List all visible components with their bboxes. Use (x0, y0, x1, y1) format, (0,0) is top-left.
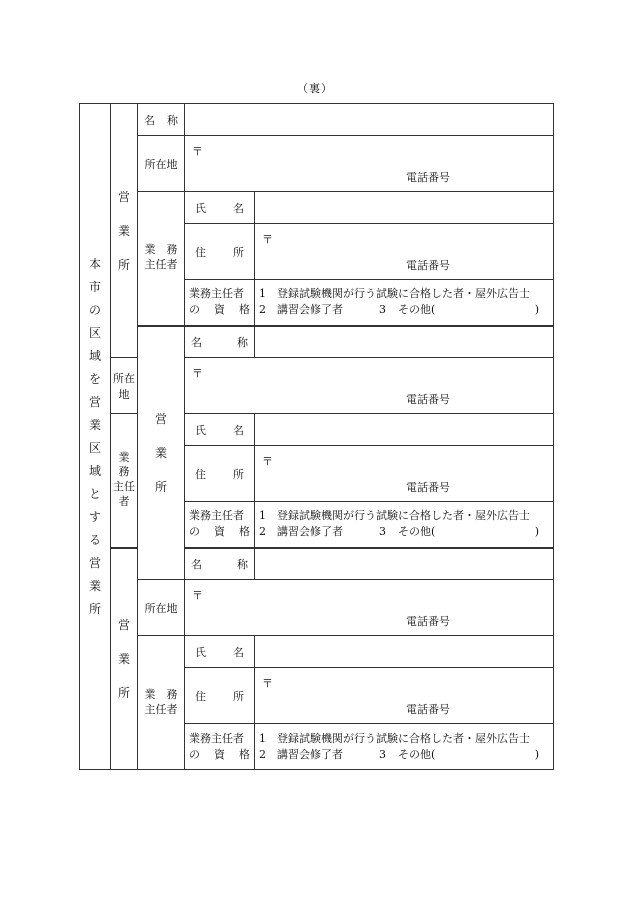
qualification-label-4: 格 (239, 525, 250, 539)
person-name-label-2: 名 (233, 423, 244, 437)
qualification-label-2: の (189, 303, 200, 317)
area-label-cell (80, 104, 111, 770)
person-name-label-2: 名 (233, 645, 244, 659)
location-label: 所在地 (144, 601, 178, 615)
office-label (138, 327, 184, 580)
location-label: 所在地 (113, 371, 135, 401)
qualification-option-2-3[interactable] (259, 302, 549, 318)
name-label-2: 称 (237, 557, 248, 571)
area-label-char: す (88, 510, 101, 524)
location-field[interactable] (185, 136, 554, 192)
option-2-number: 2 (259, 747, 266, 761)
option-2-text: 講習会修了者 (277, 747, 343, 761)
address-field[interactable] (255, 446, 554, 502)
person-name-label-1: 氏 (195, 201, 206, 215)
manager-label-cell (138, 192, 185, 326)
person-name-label-2: 名 (233, 201, 244, 215)
area-label-char: 域 (88, 464, 101, 478)
location-label-cell (138, 580, 185, 636)
business-office-form (79, 103, 554, 770)
name-label-1: 名 (191, 557, 202, 571)
area-label-char: 区 (88, 441, 101, 455)
qualification-label-3: 資 (214, 303, 225, 317)
name-label-cell (185, 548, 255, 580)
manager-label-2: 主任者 (144, 258, 178, 272)
qualification-label-4: 格 (239, 303, 250, 317)
option-3-number: 3 (379, 525, 386, 539)
address-label-2: 所 (233, 689, 244, 703)
name-label-1: 名 (144, 113, 155, 127)
qualification-option-1[interactable] (259, 286, 549, 302)
person-name-field[interactable] (255, 636, 554, 668)
name-field[interactable] (255, 326, 554, 358)
office-section-2 (80, 326, 554, 358)
qualification-label-2: の (189, 747, 200, 761)
phone-label: 電話番号 (406, 259, 450, 272)
qualification-option-2-3[interactable] (259, 524, 549, 540)
office-label-char: 業 (117, 223, 130, 238)
qualification-label-cell (185, 502, 255, 548)
option-1-text: 登録試験機関が行う試験に合格した者・屋外広告士 (277, 287, 530, 301)
name-label-cell (185, 326, 255, 358)
area-label-char: 営 (88, 556, 101, 570)
address-label-cell (185, 446, 255, 502)
option-1-number: 1 (259, 287, 266, 301)
location-label-cell (138, 136, 185, 192)
office-label-char: 業 (154, 445, 167, 460)
area-label-char: 市 (88, 280, 101, 294)
phone-label: 電話番号 (406, 393, 450, 406)
qualification-field[interactable] (255, 502, 554, 548)
phone-label: 電話番号 (406, 703, 450, 716)
address-label-cell (185, 224, 255, 280)
name-label-2: 称 (167, 113, 178, 127)
manager-label-2: 主任者 (113, 480, 135, 509)
name-field[interactable] (255, 548, 554, 580)
option-2-number: 2 (259, 525, 266, 539)
address-label-1: 住 (195, 245, 206, 259)
area-label-char: 業 (88, 418, 101, 432)
name-label-2: 称 (237, 335, 248, 349)
qualification-label-1: 業務主任者 (189, 287, 244, 301)
qualification-field[interactable] (255, 280, 554, 326)
postal-mark: 〒 (192, 589, 203, 602)
manager-label-cell (111, 414, 141, 548)
person-name-label-cell (185, 414, 255, 446)
address-field[interactable] (255, 668, 554, 724)
area-label-char: る (88, 533, 101, 547)
manager-label-2: 主任者 (144, 702, 178, 716)
area-label-char: を (88, 372, 101, 386)
option-3-text: その他( (398, 747, 436, 761)
postal-mark: 〒 (192, 367, 203, 380)
area-label-char: と (88, 487, 101, 501)
office-label-cell (138, 326, 185, 580)
area-label-char: 域 (88, 349, 101, 363)
location-label-cell (111, 358, 138, 414)
person-name-field[interactable] (255, 192, 554, 224)
qualification-option-1[interactable] (259, 508, 549, 524)
option-1-number: 1 (259, 509, 266, 523)
qualification-field[interactable] (255, 724, 554, 770)
option-1-text: 登録試験機関が行う試験に合格した者・屋外広告士 (277, 509, 530, 523)
address-field[interactable] (255, 224, 554, 280)
option-3-close: ) (534, 525, 539, 539)
manager-label-1: 業 務 (144, 687, 178, 701)
qualification-option-2-3[interactable] (259, 747, 549, 763)
phone-label: 電話番号 (406, 615, 450, 628)
name-label-1: 名 (191, 335, 202, 349)
name-label-cell (138, 104, 185, 136)
qualification-label-cell (185, 280, 255, 326)
person-name-field[interactable] (255, 414, 554, 446)
postal-mark: 〒 (262, 233, 273, 246)
option-2-text: 講習会修了者 (277, 525, 343, 539)
address-label-cell (185, 668, 255, 724)
office-label-char: 所 (154, 479, 167, 494)
phone-label: 電話番号 (406, 171, 450, 184)
option-3-number: 3 (379, 747, 386, 761)
page-title: （裏） (297, 82, 333, 95)
person-name-label-1: 氏 (195, 645, 206, 659)
name-field[interactable] (185, 104, 554, 136)
area-label-char: 所 (88, 602, 101, 616)
area-label-char: 本 (88, 257, 101, 271)
office-label-cell (111, 104, 138, 358)
manager-label-1: 業 務 (144, 243, 178, 257)
postal-mark: 〒 (262, 455, 273, 468)
qualification-option-1[interactable] (259, 731, 549, 747)
area-label-char: の (88, 303, 101, 317)
option-2-number: 2 (259, 303, 266, 317)
area-label (80, 104, 110, 769)
qualification-label-3: 資 (214, 525, 225, 539)
office-label-char: 所 (117, 685, 130, 700)
office-label-cell (111, 548, 138, 770)
office-section-1 (80, 104, 554, 136)
office-label-char: 営 (117, 189, 130, 204)
location-field[interactable] (185, 358, 554, 414)
person-name-label-cell (185, 192, 255, 224)
area-label-char: 営 (88, 395, 101, 409)
phone-label: 電話番号 (406, 481, 450, 494)
address-label-2: 所 (233, 467, 244, 481)
manager-label-1: 業 務 (118, 450, 141, 479)
option-3-text: その他( (398, 303, 436, 317)
qualification-label-1: 業務主任者 (189, 509, 244, 523)
postal-mark: 〒 (262, 677, 273, 690)
office-label-char: 業 (117, 651, 130, 666)
office-label (111, 549, 137, 770)
manager-label-cell (138, 636, 185, 770)
location-label: 所在地 (144, 157, 178, 171)
person-name-label-1: 氏 (195, 423, 206, 437)
address-label-2: 所 (233, 245, 244, 259)
option-3-close: ) (534, 303, 539, 317)
area-label-char: 業 (88, 579, 101, 593)
office-label-char: 所 (117, 257, 130, 272)
qualification-label-4: 格 (239, 747, 250, 761)
office-label (111, 104, 137, 357)
option-1-number: 1 (259, 731, 266, 745)
qualification-label-3: 資 (214, 747, 225, 761)
office-label-char: 営 (117, 617, 130, 632)
option-1-text: 登録試験機関が行う試験に合格した者・屋外広告士 (277, 731, 530, 745)
address-label-1: 住 (195, 689, 206, 703)
location-field[interactable] (185, 580, 554, 636)
postal-mark: 〒 (192, 145, 203, 158)
option-3-text: その他( (398, 525, 436, 539)
option-3-number: 3 (379, 303, 386, 317)
qualification-label-cell (185, 724, 255, 770)
qualification-label-2: の (189, 525, 200, 539)
area-label-char: 区 (88, 326, 101, 340)
person-name-label-cell (185, 636, 255, 668)
office-label-char: 営 (154, 411, 167, 426)
option-3-close: ) (534, 747, 539, 761)
option-2-text: 講習会修了者 (277, 303, 343, 317)
qualification-label-1: 業務主任者 (189, 731, 244, 745)
address-label-1: 住 (195, 467, 206, 481)
